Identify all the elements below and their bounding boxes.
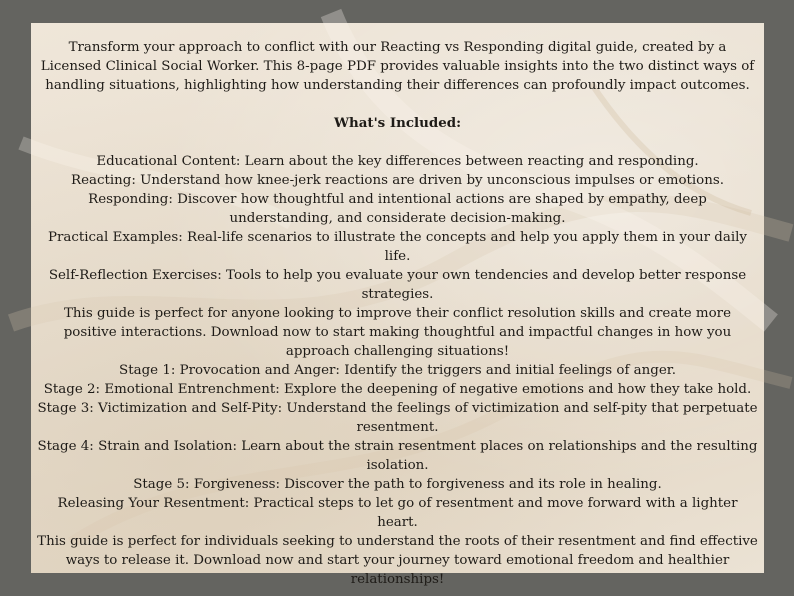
list-item: Responding: Discover how thoughtful and intentional actions are shaped by empathy, deep understanding, and considerate decision-making. — [88, 192, 707, 226]
list-item: Stage 2: Emotional Entrenchment: Explore the deepening of negative emotions and how they take hold. — [43, 382, 752, 397]
list-item: Stage 1: Provocation and Anger: Identify the triggers and initial feelings of anger. — [119, 363, 676, 378]
list-item: Reacting: Understand how knee-jerk reactions are driven by unconscious impulses or emotions. — [70, 173, 725, 188]
list-item: Stage 3: Victimization and Self-Pity: Understand the feelings of victimization and self-pity that perpetuate resentment. — [37, 401, 758, 435]
list-item: This guide is perfect for anyone looking to improve their conflict resolution skills and create more positive interactions. Download now to start making thoughtful and impactful changes in how you approach challenging situations! — [63, 306, 732, 359]
list-item: Releasing Your Resentment: Practical steps to let go of resentment and move forward with a lighter heart. — [57, 496, 738, 530]
intro-paragraph: Transform your approach to conflict with our Reacting vs Responding digital guide, created by a Licensed Clinical Social Worker. This 8-page PDF provides valuable insights into the two distinct ways of handling situations, highlighting how understanding their differences can profoundly impact outcomes. — [40, 40, 755, 93]
list-item: Stage 5: Forgiveness: Discover the path to forgiveness and its role in healing. — [133, 477, 662, 492]
list-item: Educational Content: Learn about the key differences between reacting and responding. — [96, 154, 699, 169]
description-text — [37, 38, 758, 589]
description-panel — [31, 23, 764, 587]
list-item: Self-Reflection Exercises: Tools to help you evaluate your own tendencies and develop better response strategies. — [48, 268, 747, 302]
whats-included-heading: What's Included: — [333, 115, 462, 131]
list-item: This guide is perfect for individuals seeking to understand the roots of their resentment and find effective ways to release it. Download now and start your journey toward emotional freedom and healthier relationships! — [37, 534, 758, 587]
list-item: Stage 4: Strain and Isolation: Learn about the strain resentment places on relationships and the resulting isolation. — [37, 439, 758, 473]
list-item: Practical Examples: Real-life scenarios to illustrate the concepts and help you apply them in your daily life. — [47, 230, 747, 264]
